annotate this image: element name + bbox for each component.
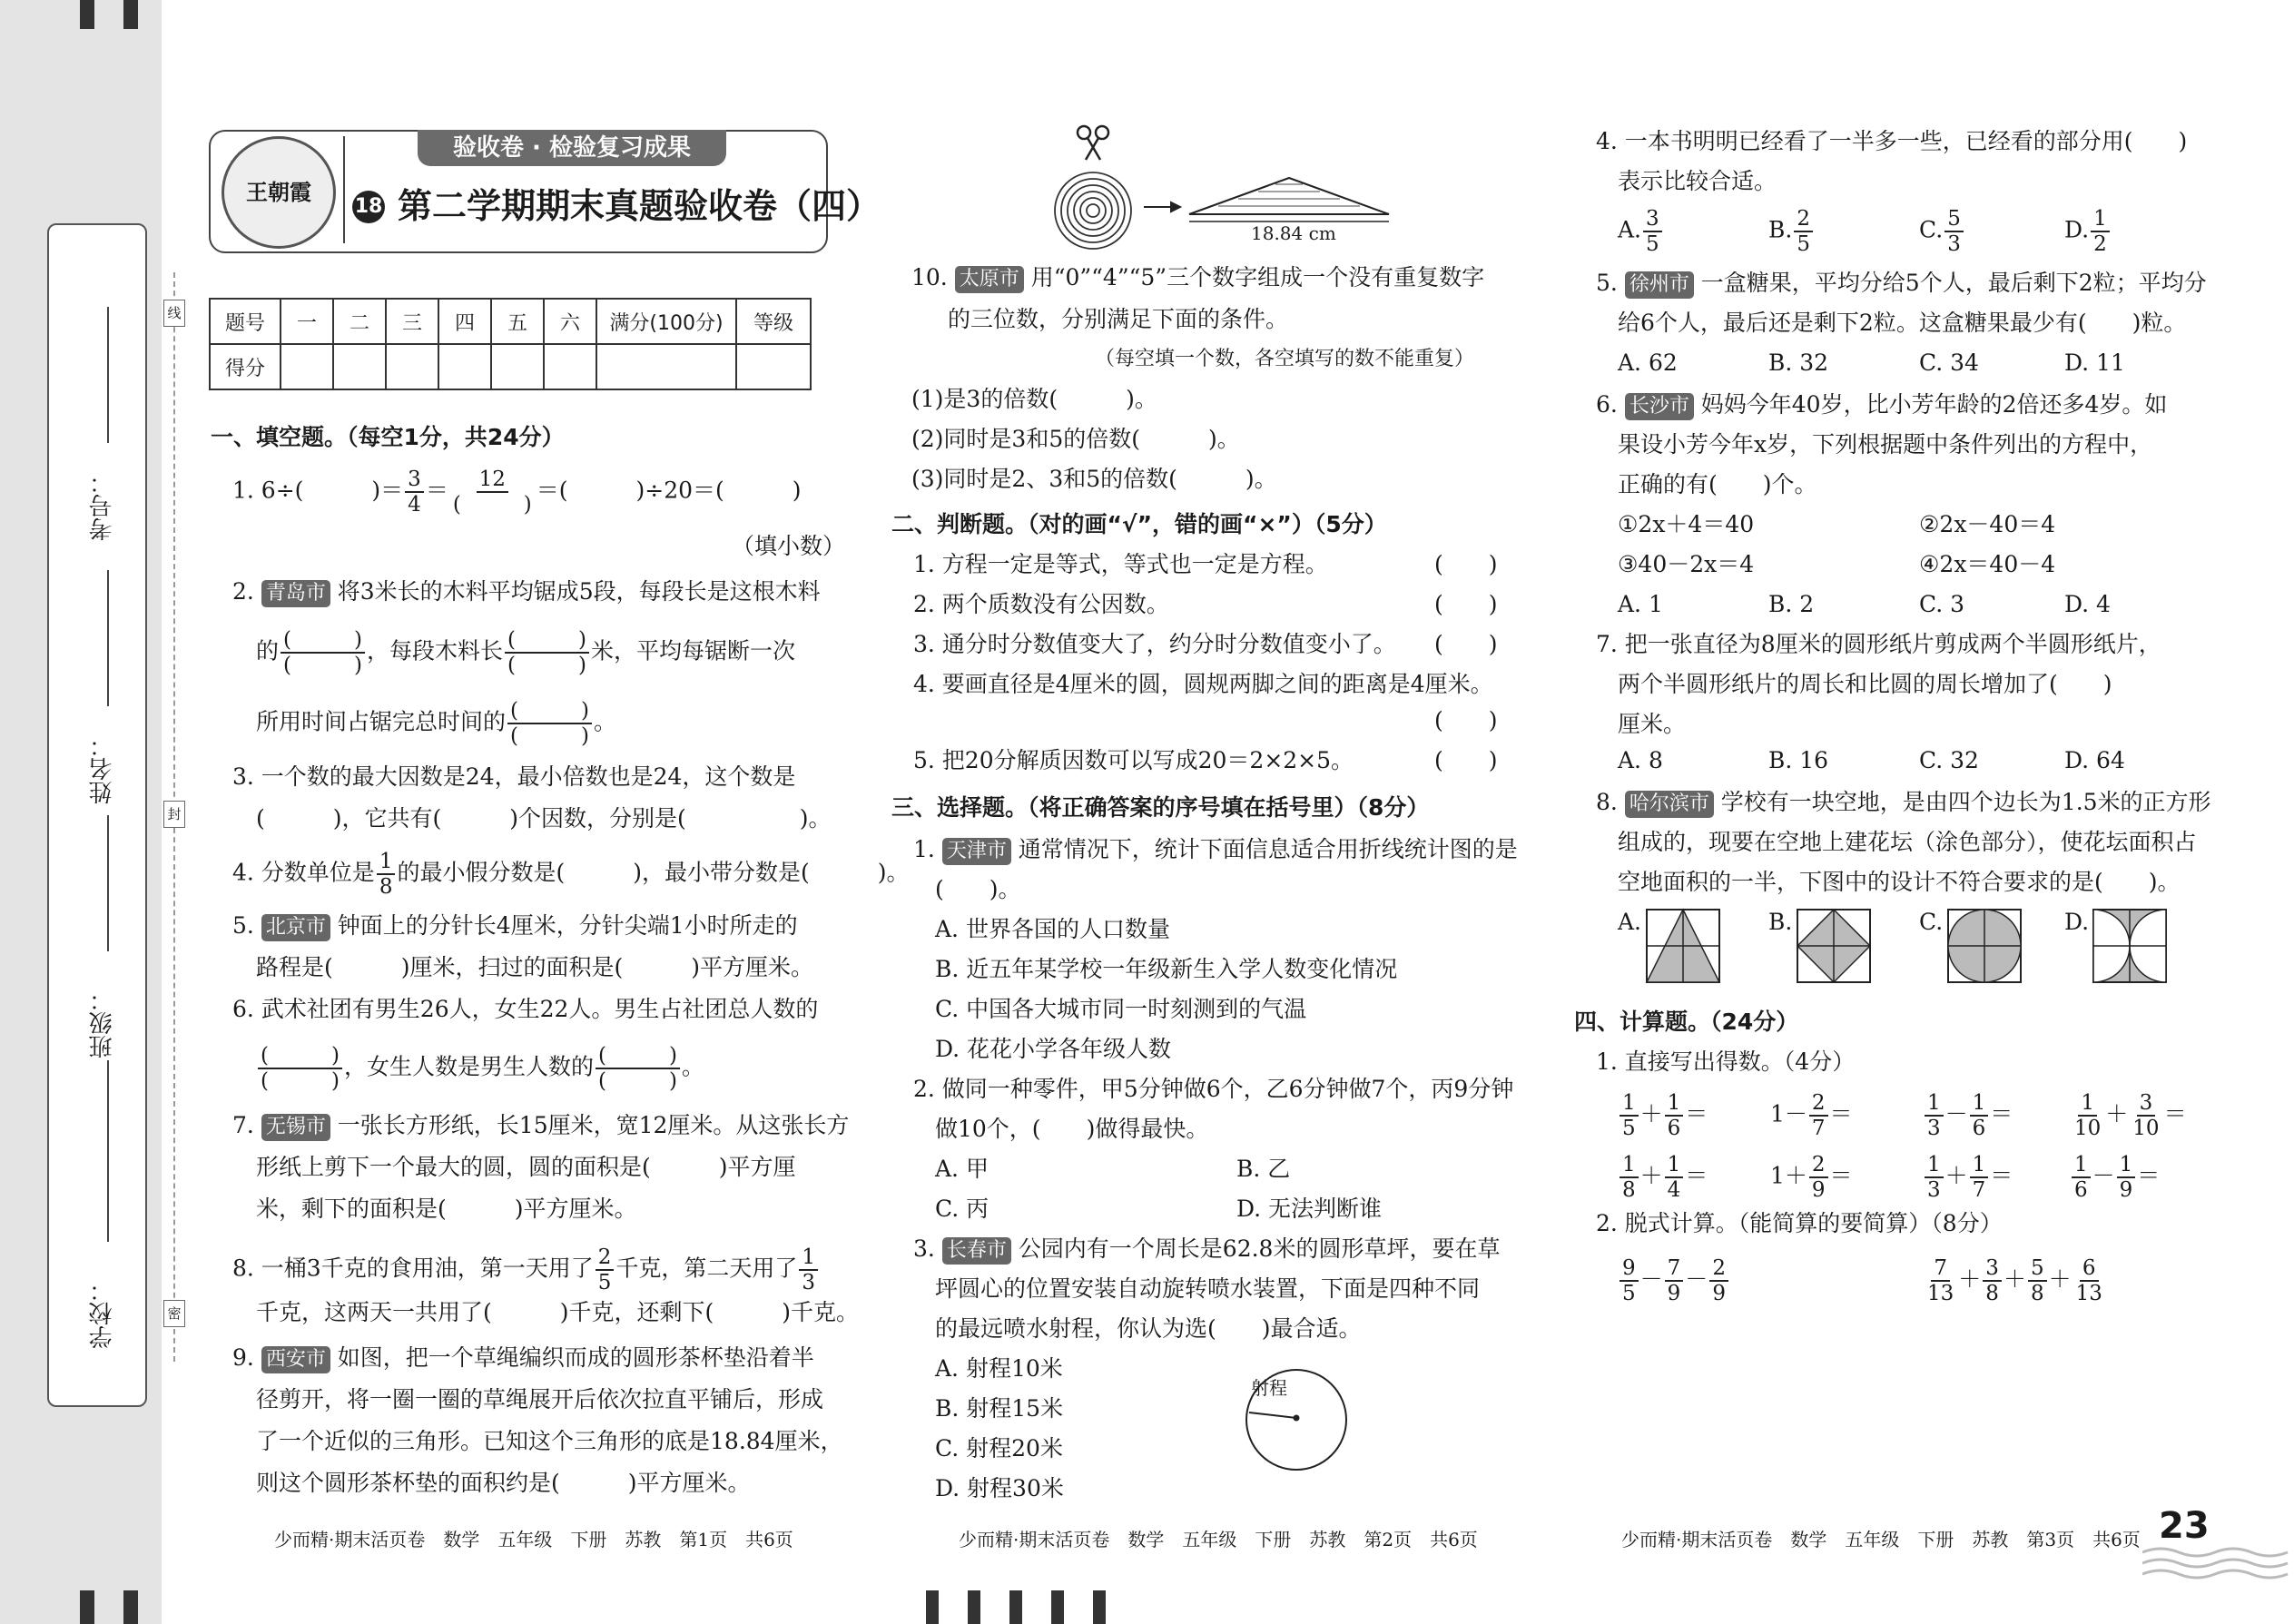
choice-2: 2. 做同一种零件，甲5分钟做6个，乙6分钟做7个，丙9分钟 — [913, 1076, 1514, 1102]
coaster-figure — [1044, 123, 1407, 251]
option: C. 32 — [1919, 747, 1979, 773]
choice-7: 7. 把一张直径为8厘米的圆形纸片剪成两个半圆形纸片， — [1596, 631, 2161, 657]
option: C. $\frac{5}{3}$ — [1919, 207, 1965, 256]
mental-math-item: $\frac{1}{3}$ ＋ $\frac{1}{7}$ ＝ — [1923, 1153, 2013, 1202]
question-7: 7. 无锡市 一张长方形纸，长15厘米，宽12厘米。从这张长方 — [232, 1106, 849, 1146]
score-cell[interactable] — [491, 344, 544, 389]
city-tag: 哈尔滨市 — [1625, 791, 1714, 818]
judge-item: 5. 把20分解质因数可以写成20＝2×2×5。 — [913, 747, 1354, 773]
class-field[interactable] — [107, 815, 109, 951]
city-tag: 青岛市 — [261, 580, 330, 607]
step-calc-item: $\frac{9}{5}$ － $\frac{7}{9}$ － $\frac{2}{9}$ — [1618, 1256, 1730, 1305]
flowerbed-design-c — [1946, 908, 2023, 984]
flowerbed-design-a — [1645, 908, 1721, 984]
page-footer: 少而精·期末活页卷 数学 五年级 下册 苏教 第3页 共6页 — [1621, 1529, 2141, 1550]
option: B. — [1768, 909, 1793, 935]
city-tag: 长沙市 — [1625, 393, 1694, 420]
choice-1: 1. 天津市 通常情况下，统计下面信息适合用折线统计图的是 — [913, 830, 1518, 870]
name-field[interactable] — [107, 570, 109, 706]
option: D. 花花小学各年级人数 — [935, 1036, 1172, 1062]
fraction: $\frac{3}{4}$ — [405, 468, 424, 517]
registration-mark — [123, 1590, 138, 1624]
flowerbed-design-b — [1796, 908, 1872, 984]
choice-3: 3. 长春市 公园内有一个周长是62.8米的圆形草坪，要在草 — [913, 1229, 1500, 1269]
equation-option: ③40－2x＝4 — [1618, 551, 1755, 577]
option: D. 无法判断谁 — [1236, 1196, 1383, 1222]
registration-mark — [80, 0, 94, 29]
school-field[interactable] — [107, 1060, 109, 1242]
question-10: 10. 太原市 用“0”“4”“5”三个数字组成一个没有重复数字 — [911, 258, 1484, 298]
option: A. 射程10米 — [935, 1355, 1063, 1382]
choice-8: 8. 哈尔滨市 学校有一块空地，是由四个边长为1.5米的正方形 — [1596, 782, 2211, 822]
option: C. 中国各大城市同一时刻测到的气温 — [935, 996, 1307, 1022]
score-cell[interactable] — [438, 344, 491, 389]
page-footer: 少而精·期末活页卷 数学 五年级 下册 苏教 第1页 共6页 — [274, 1529, 793, 1550]
option: C. 3 — [1919, 591, 1965, 617]
score-cell[interactable] — [333, 344, 386, 389]
seal-mark: 密 — [163, 1300, 185, 1327]
exam-number-badge: 18 — [352, 191, 385, 223]
option: C. 34 — [1919, 349, 1979, 376]
option: B. 32 — [1768, 349, 1829, 376]
city-tag: 无锡市 — [261, 1114, 330, 1141]
seal-mark: 线 — [163, 300, 185, 327]
answer-paren[interactable]: ( ) — [1434, 747, 1498, 773]
judge-item: 4. 要画直径是4厘米的圆，圆规两脚之间的距离是4厘米。 — [913, 671, 1493, 697]
registration-mark — [968, 1590, 980, 1624]
score-cell[interactable] — [386, 344, 438, 389]
question-3: 3. 一个数的最大因数是24，最小倍数也是24，这个数是 — [232, 763, 796, 790]
registration-mark — [1051, 1590, 1064, 1624]
city-tag: 天津市 — [942, 838, 1011, 865]
option: D. 11 — [2064, 349, 2125, 376]
name-label: 姓名： — [89, 733, 116, 804]
mental-math-item: $\frac{1}{5}$ ＋ $\frac{1}{6}$ ＝ — [1618, 1091, 1708, 1140]
question-2: 2. 青岛市 将3米长的木料平均锯成5段，每段长是这根木料 — [232, 572, 821, 612]
exam-number-label: 考号： — [89, 470, 116, 541]
option: B. 近五年某学校一年级新生入学人数变化情况 — [935, 956, 1398, 982]
option: C. — [1919, 909, 1944, 935]
range-label: 射程 — [1251, 1377, 1287, 1399]
score-cell[interactable] — [736, 344, 811, 389]
choice-6: 6. 长沙市 妈妈今年40岁，比小芳年龄的2倍还多4岁。如 — [1596, 385, 2167, 425]
judge-item: 2. 两个质数没有公因数。 — [913, 591, 1169, 617]
section-choice: 三、选择题。（将正确答案的序号填在括号里）（8分） — [891, 794, 1430, 821]
option: B. $\frac{2}{5}$ — [1768, 207, 1815, 256]
section-calculation: 四、计算题。（24分） — [1574, 1009, 1799, 1035]
option: A. — [1618, 909, 1642, 935]
scissors-icon — [1078, 126, 1108, 160]
fraction: 12 ( ) — [452, 468, 532, 517]
score-cell[interactable] — [544, 344, 596, 389]
section-judge: 二、判断题。（对的画“√”，错的画“×”）（5分） — [891, 511, 1387, 537]
wave-decoration — [2142, 1543, 2294, 1589]
city-tag: 长春市 — [942, 1237, 1011, 1265]
judge-item: 1. 方程一定是等式，等式也一定是方程。 — [913, 551, 1328, 577]
section-fill-blank: 一、填空题。（每空1分，共24分） — [211, 424, 565, 450]
option: B. 射程15米 — [935, 1395, 1064, 1422]
exam-number-field[interactable] — [107, 307, 109, 443]
header-tag: 验收卷 · 检验复习成果 — [418, 130, 726, 166]
arrow-icon — [1144, 202, 1180, 212]
option: A. $\frac{3}{5}$ — [1618, 207, 1664, 256]
seal-mark: 封 — [163, 801, 185, 828]
exam-title: 第二学期期末真题验收卷（四） — [398, 186, 881, 226]
equation-option: ①2x＋4＝40 — [1618, 511, 1755, 537]
question-4: 4. 分数单位是 $\frac{1}{8}$ 的最小假分数是( )，最小带分数是( )。 — [232, 850, 910, 899]
option: D. 射程30米 — [935, 1475, 1064, 1501]
student-info-box — [47, 223, 147, 1407]
option: A. 8 — [1618, 747, 1663, 773]
equation-option: ④2x＝40－4 — [1919, 551, 2056, 577]
brand-logo: 王朝霞 — [222, 136, 336, 249]
answer-paren[interactable]: ( ) — [1434, 631, 1498, 657]
option: C. 射程20米 — [935, 1435, 1063, 1462]
page-footer: 少而精·期末活页卷 数学 五年级 下册 苏教 第2页 共6页 — [959, 1529, 1478, 1550]
option: A. 62 — [1618, 349, 1678, 376]
option: D. 64 — [2064, 747, 2125, 773]
registration-mark — [1009, 1590, 1022, 1624]
city-tag: 太原市 — [955, 266, 1024, 293]
question-5: 5. 北京市 钟面上的分针长4厘米，分针尖端1小时所走的 — [232, 906, 798, 946]
option: D. — [2064, 909, 2090, 935]
judge-item: 3. 通分时分数值变大了，约分时分数值变小了。 — [913, 631, 1396, 657]
city-tag: 徐州市 — [1625, 271, 1694, 299]
school-label: 学校： — [89, 1278, 116, 1349]
mental-math-item: $\frac{1}{8}$ ＋ $\frac{1}{4}$ ＝ — [1618, 1153, 1708, 1202]
score-cell[interactable] — [281, 344, 333, 389]
equation-option: ②2x－40＝4 — [1919, 511, 2056, 537]
city-tag: 北京市 — [261, 914, 330, 941]
choice-5: 5. 徐州市 一盒糖果，平均分给5个人，最后剩下2粒；平均分 — [1596, 263, 2207, 303]
table-row: 得分 — [210, 344, 811, 389]
mental-math-item: $\frac{1}{6}$ － $\frac{1}{9}$ ＝ — [2070, 1153, 2160, 1202]
registration-mark — [1093, 1590, 1106, 1624]
table-row: 题号 一 二 三 四 五 六 满分(100分) 等级 — [210, 299, 811, 344]
question-8: 8. 一桶3千克的食用油，第一天用了 $\frac{2}{5}$ 千克，第二天用了 $\frac{1}{3}$ — [232, 1245, 820, 1294]
question-9: 9. 西安市 如图，把一个草绳编织而成的圆形茶杯垫沿着半 — [232, 1338, 814, 1378]
mental-math-item: $\frac{1}{10}$ ＋ $\frac{3}{10}$ ＝ — [2074, 1091, 2187, 1140]
option: B. 2 — [1768, 591, 1815, 617]
question-1: 1. 6÷( )＝ $\frac{3}{4}$ ＝ 12 ( ) ＝( )÷20＝( ) — [232, 468, 802, 517]
option: C. 丙 — [935, 1196, 989, 1222]
page-number: 23 — [2159, 1505, 2210, 1547]
mental-math-item: $\frac{1}{3}$ － $\frac{1}{6}$ ＝ — [1923, 1091, 2013, 1140]
option: A. 甲 — [935, 1156, 989, 1182]
question-6: 6. 武术社团有男生26人，女生22人。男生占社团总人数的 — [232, 996, 819, 1022]
answer-paren[interactable]: ( ) — [1434, 551, 1498, 577]
option: B. 乙 — [1236, 1156, 1291, 1182]
score-table — [209, 298, 812, 390]
answer-paren[interactable]: ( ) — [1434, 591, 1498, 617]
registration-mark — [80, 1590, 94, 1624]
mental-math-item: 1－ $\frac{2}{7}$ ＝ — [1770, 1091, 1853, 1140]
score-cell[interactable] — [596, 344, 736, 389]
option: D. 4 — [2064, 591, 2111, 617]
option: A. 1 — [1618, 591, 1663, 617]
option: A. 世界各国的人口数量 — [935, 916, 1170, 942]
mental-math-item: 1＋ $\frac{2}{9}$ ＝ — [1770, 1153, 1853, 1202]
registration-mark — [926, 1590, 939, 1624]
choice-4: 4. 一本书明明已经看了一半多一些，已经看的部分用( ) — [1596, 128, 2188, 154]
class-label: 班级： — [89, 988, 116, 1058]
option: D. $\frac{1}{2}$ — [2064, 207, 2112, 256]
step-calc-item: $\frac{7}{13}$ ＋ $\frac{3}{8}$ ＋ $\frac{5}{8}$ ＋ $\frac{6}{13}$ — [1927, 1256, 2102, 1305]
answer-paren[interactable]: ( ) — [1434, 707, 1498, 733]
option: B. 16 — [1768, 747, 1829, 773]
flowerbed-design-d — [2092, 908, 2168, 984]
registration-mark — [123, 0, 138, 29]
city-tag: 西安市 — [261, 1346, 330, 1373]
figure-label: 18.84 cm — [1251, 222, 1336, 244]
